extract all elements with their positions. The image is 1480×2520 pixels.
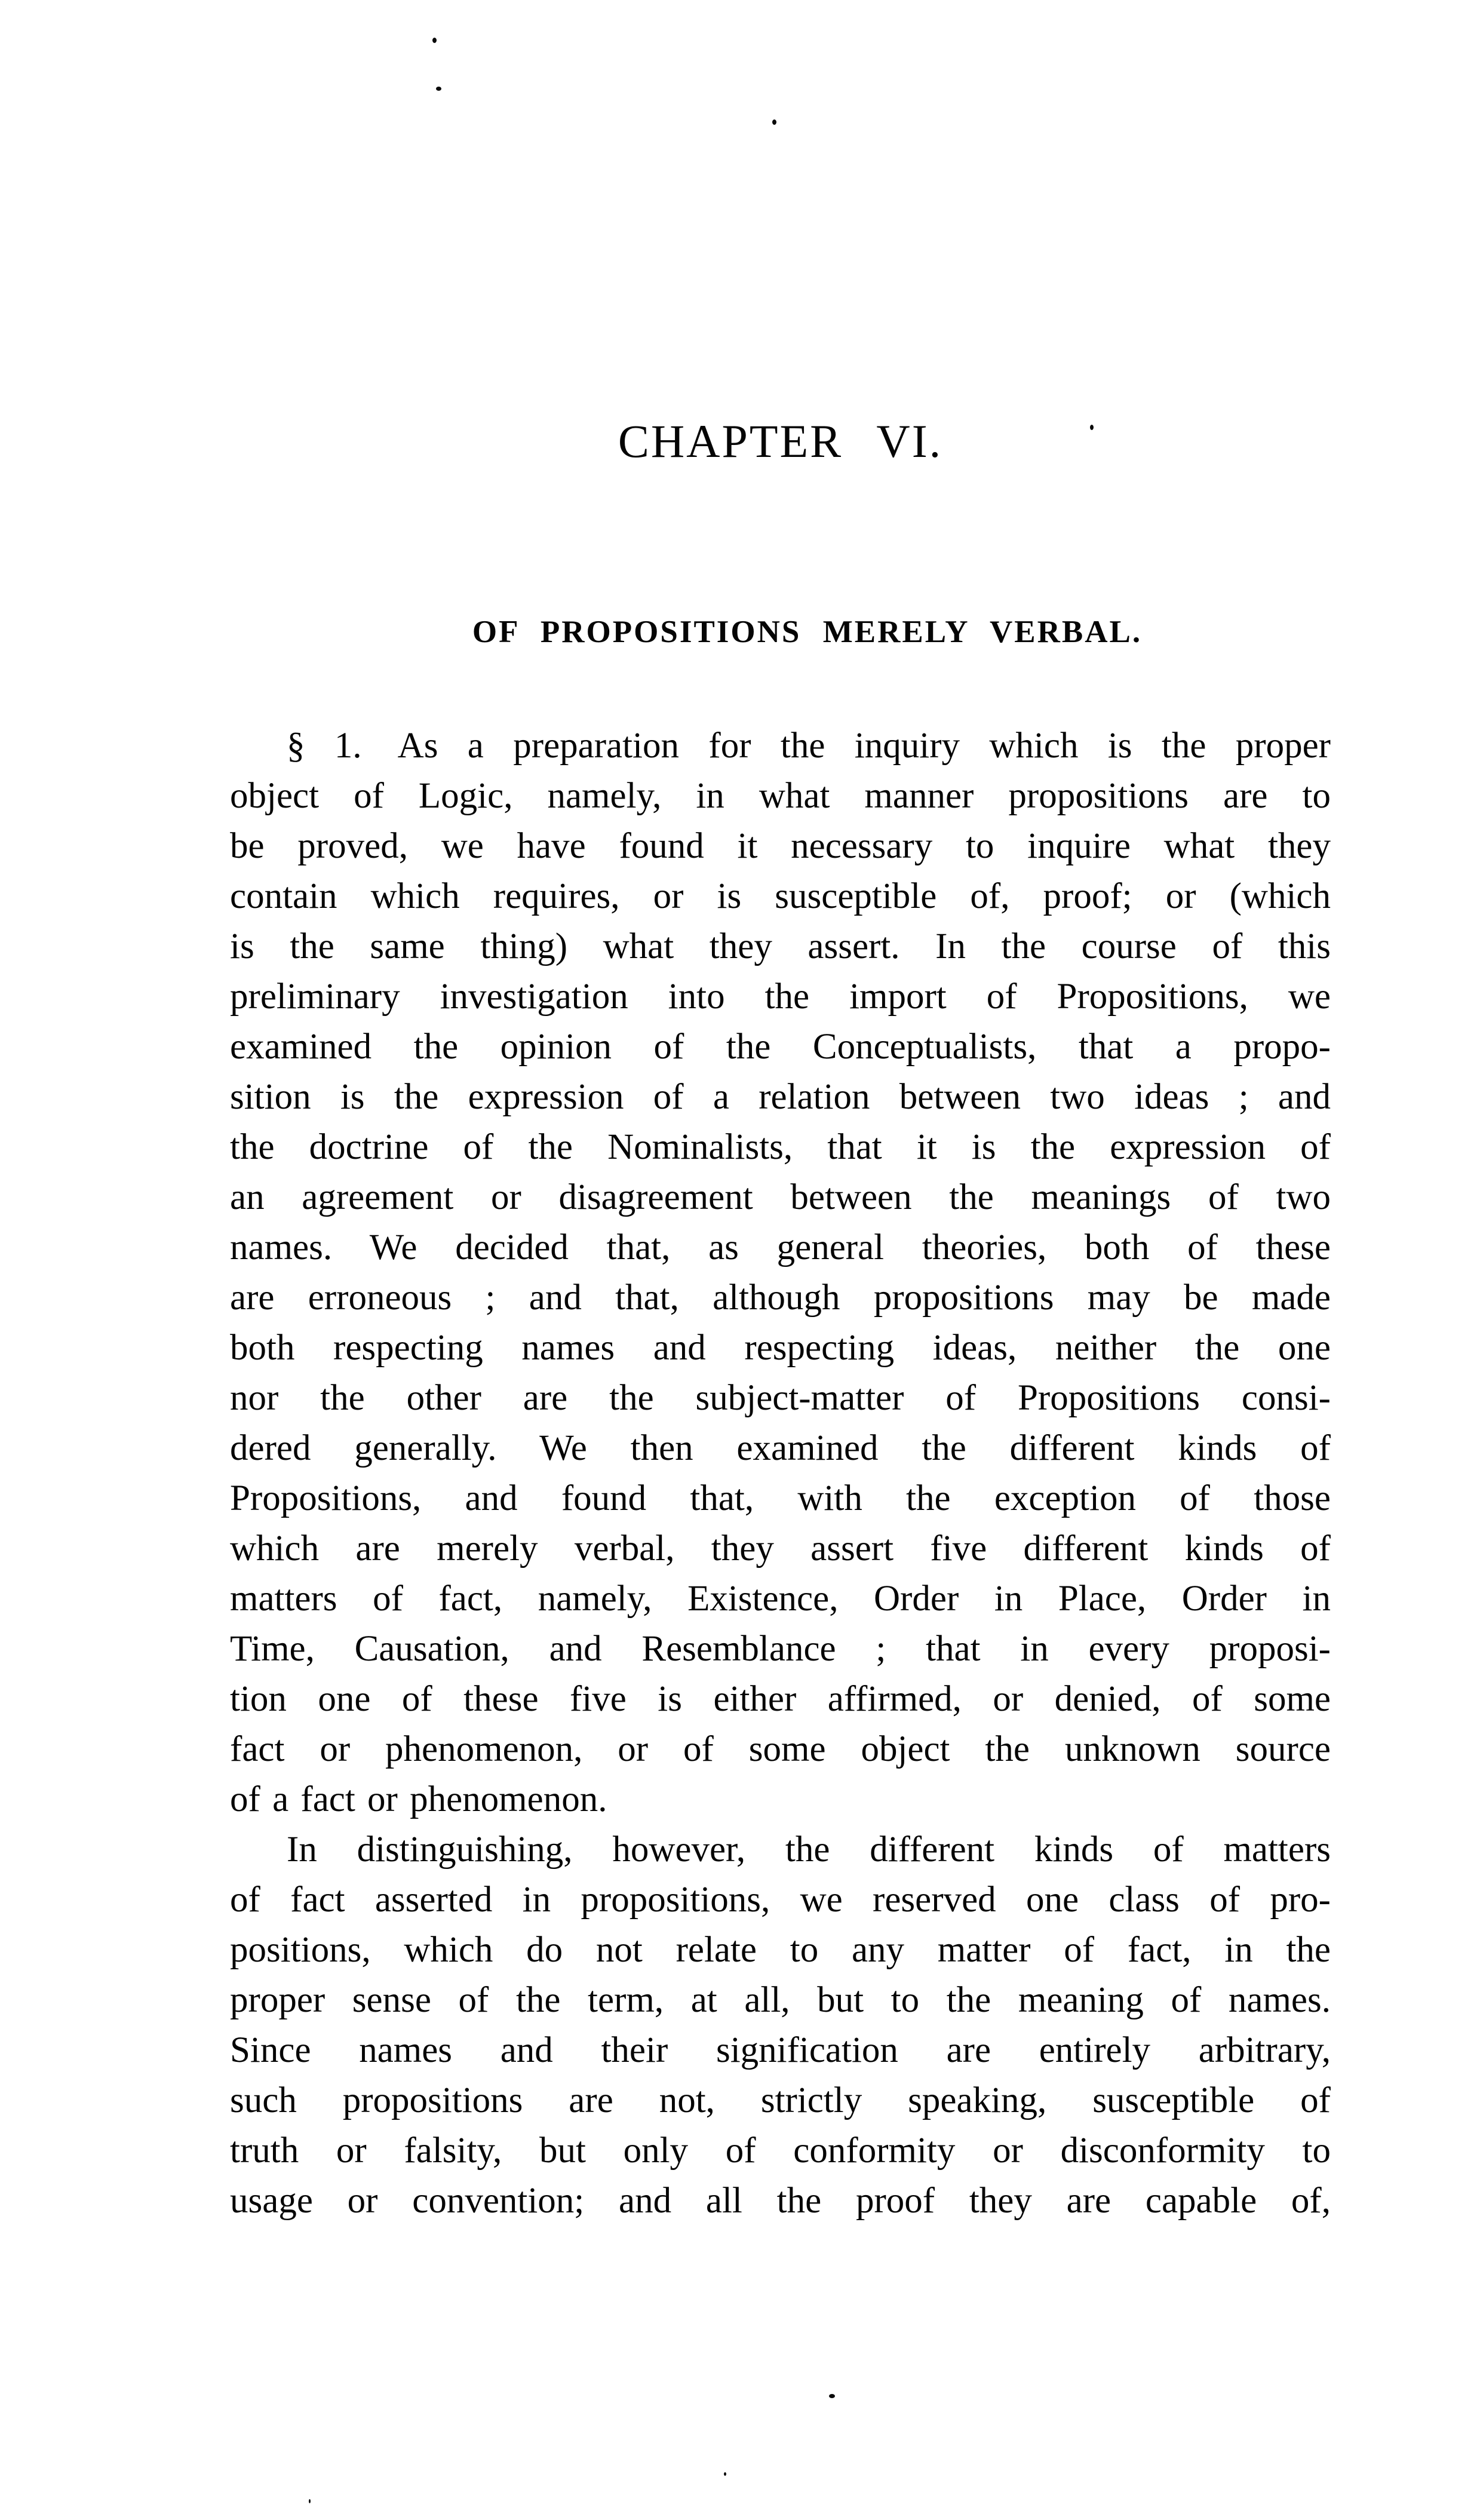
body-line: names. We decided that, as general theories, both of these <box>230 1227 1331 1267</box>
body-line: nor the other are the subject-matter of Propositions consi- <box>230 1378 1331 1418</box>
body-line: preliminary investigation into the import of Propositions, we <box>230 977 1331 1017</box>
body-text <box>230 721 1331 2226</box>
body-line: truth or falsity, but only of conformity or disconformity to <box>230 2131 1331 2171</box>
body-line: is the same thing) what they assert. In the course of this <box>230 926 1331 966</box>
body-line: sition is the expression of a relation between two ideas ; and <box>230 1077 1331 1117</box>
body-line: of fact asserted in propositions, we reserved one class of pro- <box>230 1880 1331 1920</box>
body-line: contain which requires, or is susceptible of, proof; or (which <box>230 876 1331 916</box>
body-line: dered generally. We then examined the different kinds of <box>230 1428 1331 1468</box>
body-line: fact or phenomenon, or of some object the unknown source <box>230 1729 1331 1769</box>
body-line: of a fact or phenomenon. <box>230 1779 607 1819</box>
section-mark: § 1. <box>287 726 362 766</box>
body-line: usage or convention; and all the proof they are capable of, <box>230 2181 1331 2221</box>
body-line: matters of fact, namely, Existence, Order in Place, Order in <box>230 1579 1331 1619</box>
body-line: both respecting names and respecting ideas, neither the one <box>230 1328 1331 1368</box>
scan-speck-icon <box>829 2394 835 2398</box>
body-line <box>230 721 1331 771</box>
body-line: In distinguishing, however, the different kinds of matters <box>287 1830 1331 1870</box>
body-line: be proved, we have found it necessary to inquire what they <box>230 826 1331 866</box>
body-line: such propositions are not, strictly speaking, susceptible of <box>230 2080 1331 2120</box>
scan-speck-icon <box>724 2472 726 2476</box>
body-line-text: As a preparation for the inquiry which is the proper <box>397 726 1331 766</box>
body-line: Time, Causation, and Resemblance ; that in every proposi- <box>230 1629 1331 1669</box>
section-heading: OF PROPOSITIONS MERELY VERBAL. <box>472 615 1143 649</box>
scan-speck-icon <box>432 38 437 43</box>
body-line: the doctrine of the Nominalists, that it is the expression of <box>230 1127 1331 1167</box>
body-line: positions, which do not relate to any matter of fact, in the <box>230 1930 1331 1970</box>
body-line: object of Logic, namely, in what manner propositions are to <box>230 776 1331 816</box>
body-line: Since names and their signification are entirely arbitrary, <box>230 2030 1331 2070</box>
body-line: examined the opinion of the Conceptualists, that a propo- <box>230 1027 1331 1067</box>
body-line: are erroneous ; and that, although propositions may be made <box>230 1278 1331 1318</box>
scan-speck-icon <box>436 87 441 91</box>
scan-speck-icon <box>309 2499 311 2503</box>
body-line: which are merely verbal, they assert five different kinds of <box>230 1528 1331 1569</box>
body-line: an agreement or disagreement between the meanings of two <box>230 1177 1331 1217</box>
scan-speck-icon <box>772 119 776 125</box>
body-line: tion one of these five is either affirmed, or denied, of some <box>230 1679 1331 1719</box>
body-line: Propositions, and found that, with the exception of those <box>230 1478 1331 1518</box>
chapter-heading: CHAPTER VI. <box>618 415 943 467</box>
body-line: proper sense of the term, at all, but to the meaning of names. <box>230 1980 1331 2020</box>
